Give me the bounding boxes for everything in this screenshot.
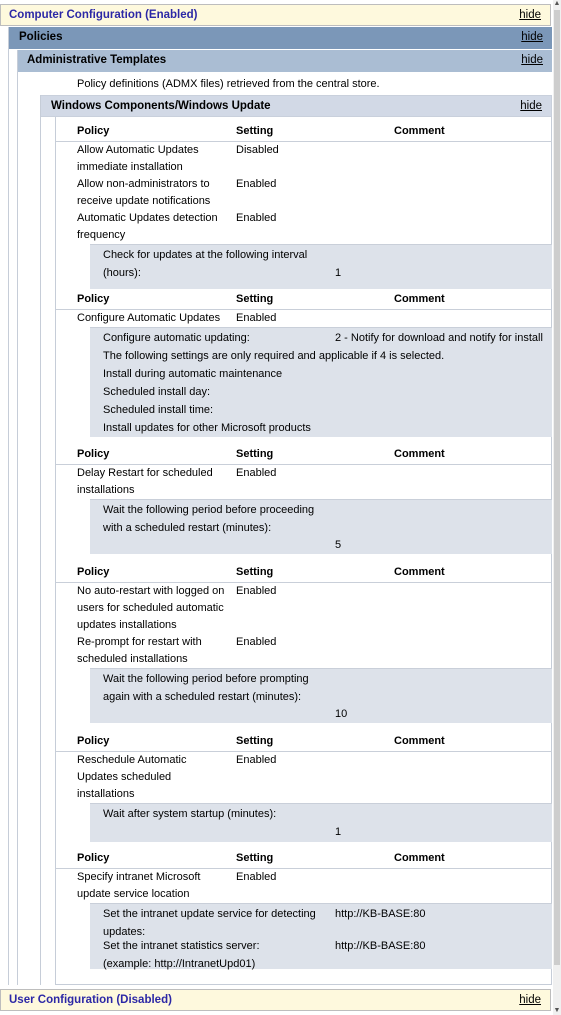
option-value: 1 (335, 266, 342, 279)
column-header-policy: Policy (77, 735, 110, 747)
table-row (56, 634, 552, 668)
option-label: Scheduled install time: (103, 404, 214, 416)
option-label: Set the intranet update service for detecting updates: (103, 908, 316, 938)
table-header (56, 851, 552, 869)
column-header-comment: Comment (394, 125, 445, 137)
option-label: (example: http://IntranetUpd01) (103, 958, 256, 970)
column-header-comment: Comment (394, 566, 445, 578)
column-header-comment: Comment (394, 448, 445, 460)
tree-line-outer (8, 27, 9, 985)
policy-options (90, 803, 552, 842)
administrative-templates-title: Administrative Templates (27, 54, 167, 66)
table-row (56, 465, 552, 499)
option-value: 5 (335, 539, 342, 551)
computer-configuration-title: Computer Configuration (Enabled) (9, 9, 198, 21)
option-value: 10 (335, 708, 348, 720)
policy-name: Automatic Updates detection frequency (77, 212, 218, 241)
column-header-setting: Setting (236, 125, 274, 137)
table-row (56, 310, 552, 327)
option-label: The following settings are only required and applicable if 4 is selected. (103, 350, 445, 362)
policy-name: Re-prompt for restart with scheduled installations (77, 636, 202, 665)
table-row (56, 176, 552, 210)
option-label: Install during automatic maintenance (103, 368, 283, 380)
policy-options (90, 903, 552, 969)
column-header-policy: Policy (77, 125, 110, 137)
policy-name: Reschedule Automatic Updates scheduled installations (77, 754, 187, 800)
policy-setting: Disabled (236, 144, 279, 156)
scroll-down-icon[interactable]: ▼ (553, 1007, 561, 1014)
windows-update-hide-link[interactable]: hide (520, 100, 542, 112)
column-header-setting: Setting (236, 293, 274, 305)
table-header (56, 292, 552, 310)
tree-line-bottom (55, 984, 552, 985)
policy-name: Allow Automatic Updates immediate installation (77, 144, 199, 173)
tree-line-policies (17, 50, 18, 985)
option-label: Wait after system startup (minutes): (103, 808, 277, 820)
option-label: Check for updates at the following interval (hours): (103, 249, 308, 279)
policies-hide-link[interactable]: hide (521, 31, 543, 43)
policies-header (9, 27, 552, 49)
windows-update-header (40, 95, 552, 117)
column-header-setting: Setting (236, 566, 274, 578)
windows-update-title: Windows Components/Windows Update (51, 100, 271, 112)
policy-name: Delay Restart for scheduled installations (77, 467, 213, 496)
column-header-policy: Policy (77, 566, 110, 578)
policy-options (90, 327, 552, 437)
policy-setting: Enabled (236, 585, 277, 597)
table-row (56, 869, 552, 903)
scrollbar-thumb[interactable] (554, 10, 560, 965)
admx-note: Policy definitions (ADMX files) retrieved from the central store. (77, 78, 380, 90)
policy-name: No auto-restart with logged on users for scheduled automatic updates installations (77, 585, 225, 631)
option-value: 1 (335, 825, 342, 838)
policy-options (90, 668, 552, 723)
option-label: Wait the following period before prompting again with a scheduled restart (minutes): (103, 673, 309, 703)
column-header-comment: Comment (394, 735, 445, 747)
policy-setting: Enabled (236, 636, 277, 648)
column-header-comment: Comment (394, 852, 445, 864)
option-label: Set the intranet statistics server: (103, 940, 260, 952)
computer-configuration-header (0, 4, 551, 26)
table-row (56, 210, 552, 244)
user-configuration-title: User Configuration (Disabled) (9, 994, 172, 1006)
column-header-setting: Setting (236, 735, 274, 747)
policy-setting: Enabled (236, 312, 277, 324)
policy-setting: Enabled (236, 467, 277, 479)
vertical-scrollbar[interactable] (553, 0, 561, 1015)
column-header-setting: Setting (236, 448, 274, 460)
column-header-comment: Comment (394, 293, 445, 305)
policy-options (90, 244, 552, 289)
column-header-policy: Policy (77, 293, 110, 305)
administrative-templates-header (17, 50, 552, 72)
table-header (56, 565, 552, 583)
policies-title: Policies (19, 31, 63, 43)
option-label: Scheduled install day: (103, 386, 211, 398)
option-label: Install updates for other Microsoft products (103, 422, 311, 434)
option-label: Wait the following period before proceeding with a scheduled restart (minutes): (103, 504, 315, 534)
policy-name: Allow non-administrators to receive update notifications (77, 178, 211, 207)
table-row (56, 142, 552, 176)
policy-name: Configure Automatic Updates (77, 312, 221, 324)
policy-setting: Enabled (236, 178, 277, 190)
administrative-templates-hide-link[interactable]: hide (521, 54, 543, 66)
policy-setting: Enabled (236, 754, 277, 766)
computer-configuration-hide-link[interactable]: hide (519, 9, 541, 21)
policy-setting: Enabled (236, 212, 277, 224)
scroll-up-icon[interactable]: ▲ (553, 0, 561, 7)
table-header (56, 734, 552, 752)
option-value: http://KB-BASE:80 (335, 940, 426, 952)
policy-setting: Enabled (236, 871, 277, 883)
table-header (56, 447, 552, 465)
table-header (56, 124, 552, 142)
column-header-policy: Policy (77, 448, 110, 460)
column-header-setting: Setting (236, 852, 274, 864)
tree-line-admin (40, 95, 41, 985)
user-configuration-header (0, 989, 551, 1011)
policy-options (90, 499, 552, 554)
policy-name: Specify intranet Microsoft update service location (77, 871, 201, 900)
user-configuration-hide-link[interactable]: hide (519, 994, 541, 1006)
option-value: http://KB-BASE:80 (335, 908, 426, 920)
table-row (56, 752, 552, 803)
column-header-policy: Policy (77, 852, 110, 864)
table-row (56, 583, 552, 634)
option-label: Configure automatic updating: (103, 332, 250, 344)
option-value: 2 - Notify for download and notify for install (335, 332, 543, 344)
